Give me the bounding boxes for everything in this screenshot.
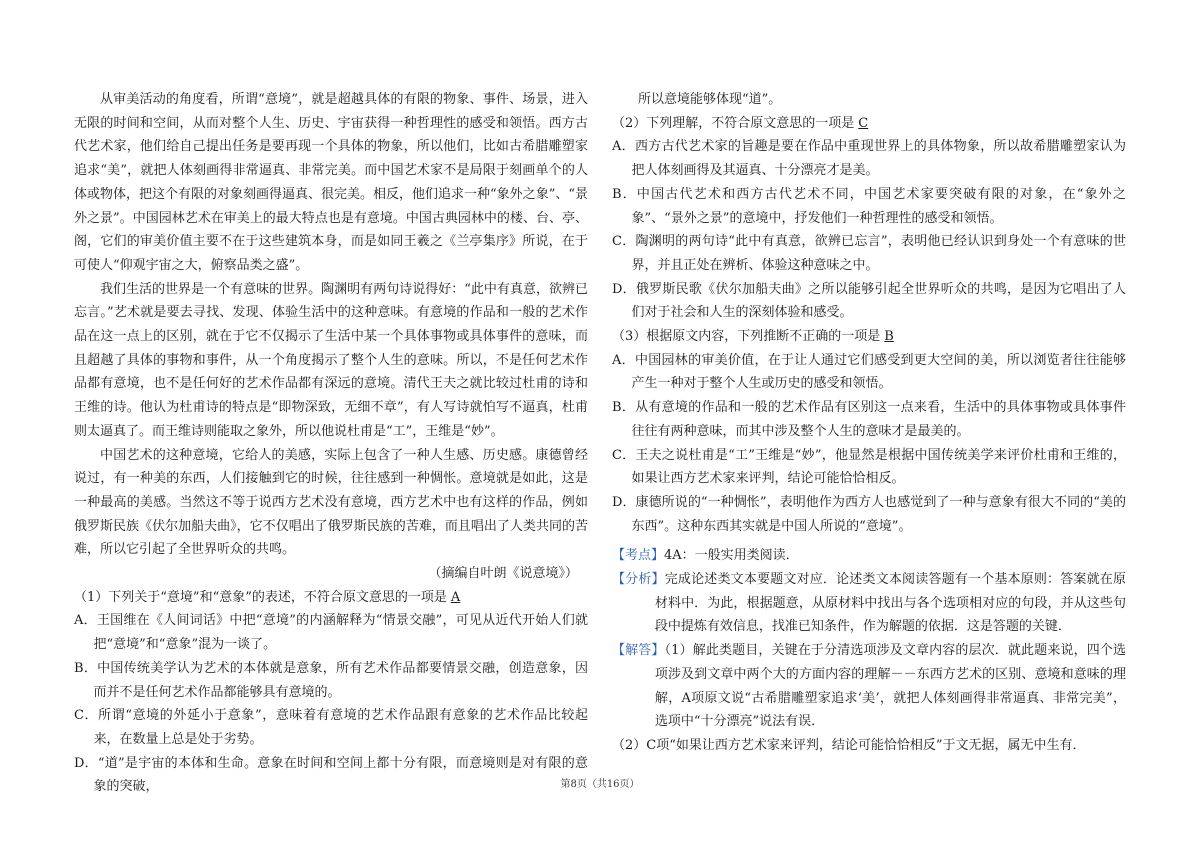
left-column — [74, 88, 588, 799]
question-3-option-a: A．中国园林的审美价值，在于让人通过它们感受到更大空间的美，所以浏览者往往能够产生一种对于整个人生或历史的感受和领悟。 — [612, 352, 1126, 392]
fenxi-tag: 【分析】 — [612, 572, 665, 588]
right-column — [612, 88, 1126, 758]
jieda-tag: 【解答】 — [612, 643, 665, 659]
passage-paragraph-3: 中国艺术的这种意境，它给人的美感，实际上包含了一种人生感、历史感。康德曾经说过，有一种美的东西，人们接触到它的时候，往往感到一种惆怅。意境就是如此，这是一种最高的美感。当然这不等于说西方艺术没有意境，西方艺术中也有这样的作品，例如俄罗斯民族《伏尔加船夫曲》，它不仅唱出了俄罗斯民族的苦难，而且唱出了人类共同的苦难，所以它引起了全世界听众的共鸣。 — [74, 447, 588, 558]
question-2-option-b: B．中国古代艺术和西方古代艺术不同，中国艺术家要突破有限的对象，在“象外之象”、“景外之景”的意境中，抒发他们一种哲理性的感受和领悟。 — [612, 186, 1126, 226]
passage-source: （摘编自叶朗《说意境》） — [428, 566, 578, 582]
passage-paragraph-2: 我们生活的世界是一个有意味的世界。陶渊明有两句诗说得好：“此中有真意，欲辨已忘言。”艺术就是要去寻找、发现、体验生活中的这种意味。有意境的作品和一般的艺术作品在这一点上的区别，就在于它不仅揭示了生活中某一个具体事物或具体事件的意味，而且超越了具体的事物和事件，从一个角度揭示了整个人生的意味。所以，不是任何艺术作品都有意境，也不是任何好的艺术作品都有深远的意境。清代王夫之就比较过杜甫的诗和王维的诗。他认为杜甫诗的特点是“即物深致，无细不章”，有人写诗就怕写不逼真，杜甫则太逼真了。而王维诗则能取之象外，所以他说杜甫是“工”，王维是“妙”。 — [74, 281, 588, 439]
kaodian-tag: 【考点】 — [612, 548, 665, 564]
question-2-answer: C — [858, 115, 869, 131]
question-1-option-b: B．中国传统美学认为艺术的本体就是意象，所有艺术作品都要情景交融，创造意象，因而并不是任何艺术作品都能够具有意境的。 — [74, 660, 588, 700]
question-1-option-c: C．所谓“意境的外延小于意象”，意味着有意境的艺术作品跟有意象的艺术作品比较起来，在数量上总是处于劣势。 — [74, 708, 588, 747]
question-3-stem: （3）根据原文内容，下列推断不正确的一项是 B — [612, 325, 1126, 349]
jieda-part-2: （2）C项“如果让西方艺术家来评判，结论可能恰恰相反”于文无据，属无中生有． — [612, 737, 1086, 753]
question-1-answer: A — [450, 589, 461, 605]
page-footer: 第8页（共16页） — [560, 779, 640, 790]
question-1-option-d: D．“道”是宇宙的本体和生命。意象在时间和空间上都十分有限，而意境则是对有限的意象的突破， — [74, 755, 588, 795]
question-2-option-c: C．陶渊明的两句诗“此中有真意，欲辨已忘言”，表明他已经认识到身处一个有意味的世界，并且正处在辨析、体验这种意味之中。 — [612, 234, 1126, 273]
question-2-stem: （2）下列理解，不符合原文意思的一项是 C — [612, 112, 1126, 136]
question-2-option-a: A．西方古代艺术家的旨趣是要在作品中重现世界上的具体物象，所以故希腊雕塑家认为把人体刻画得及其逼真、十分漂亮才是美。 — [612, 139, 1126, 179]
fenxi-section: 【分析】完成论述类文本要题文对应．论述类文本阅读答题有一个基本原则：答案就在原材料中．为此，根据题意，从原材料中找出与各个选项相对应的句段，并从这些句段中提炼有效信息，找准已知条件，作为解题的依据．这是答题的关键． — [612, 572, 1126, 635]
question-3-option-b: B．从有意境的作品和一般的艺术作品有区别这一点来看，生活中的具体事物或具体事件往往有两种意味，而其中涉及整个人生的意味才是最美的。 — [612, 400, 1126, 439]
jieda-section: 【解答】（1）解此类题目，关键在于分清选项涉及文章内容的层次．就此题来说，四个选项涉及到文章中两个大的方面内容的理解－－东西方艺术的区别、意境和意味的理解，A项原文说“古希腊雕塑家追求‘美’，就把人体刻画得非常逼真、非常完美”，选项中“十分漂亮”说法有误． — [612, 643, 1126, 730]
kaodian-section: 【考点】4A：一般实用类阅读． — [612, 548, 799, 564]
question-3-answer: B — [884, 329, 894, 345]
passage-paragraph-1: 从审美活动的角度看，所谓“意境”，就是超越具体的有限的物象、事件、场景，进入无限的时间和空间，从而对整个人生、历史、宇宙获得一种哲理性的感受和领悟。西方古代艺术家，他们给自己提出任务是要再现一个具体的物象，所以他们，比如古希腊雕塑家追求“美”，就把人体刻画得非常逼真、非常完美。而中国艺术家不是局限于刻画单个的人体或物体，把这个有限的对象刻画得逼真、很完美。相反，他们追求一种“象外之象”、“景外之景”。中国园林艺术在审美上的最大特点也是有意境。中国古典园林中的楼、台、亭、阁，它们的审美价值主要不在于这些建筑本身，而是如同王羲之《兰亭集序》所说，在于可使人“仰观宇宙之大，俯察品类之盛”。 — [74, 92, 588, 273]
question-1-option-a: A．王国维在《人间词话》中把“意境”的内涵解释为“情景交融”，可见从近代开始人们就把“意境”和“意象”混为一谈了。 — [74, 613, 588, 653]
question-3-option-c: C．王夫之说杜甫是“工”王维是“妙”，他显然是根据中国传统美学来评价杜甫和王维的，如果让西方艺术家来评判，结论可能恰恰相反。 — [612, 447, 1126, 487]
question-3-option-d: D．康德所说的“一种惆怅”，表明他作为西方人也感觉到了一种与意象有很大不同的“美的东西”。这种东西其实就是中国人所说的“意境”。 — [612, 494, 1126, 534]
option-d-continuation: 所以意境能够体现“道”。 — [638, 92, 782, 107]
question-2-option-d: D．俄罗斯民歌《伏尔加船夫曲》之所以能够引起全世界听众的共鸣，是因为它唱出了人们对于社会和人生的深刻体验和感受。 — [612, 281, 1126, 321]
question-1-stem: （1）下列关于“意境”和“意象”的表述，不符合原文意思的一项是 A — [74, 586, 588, 610]
